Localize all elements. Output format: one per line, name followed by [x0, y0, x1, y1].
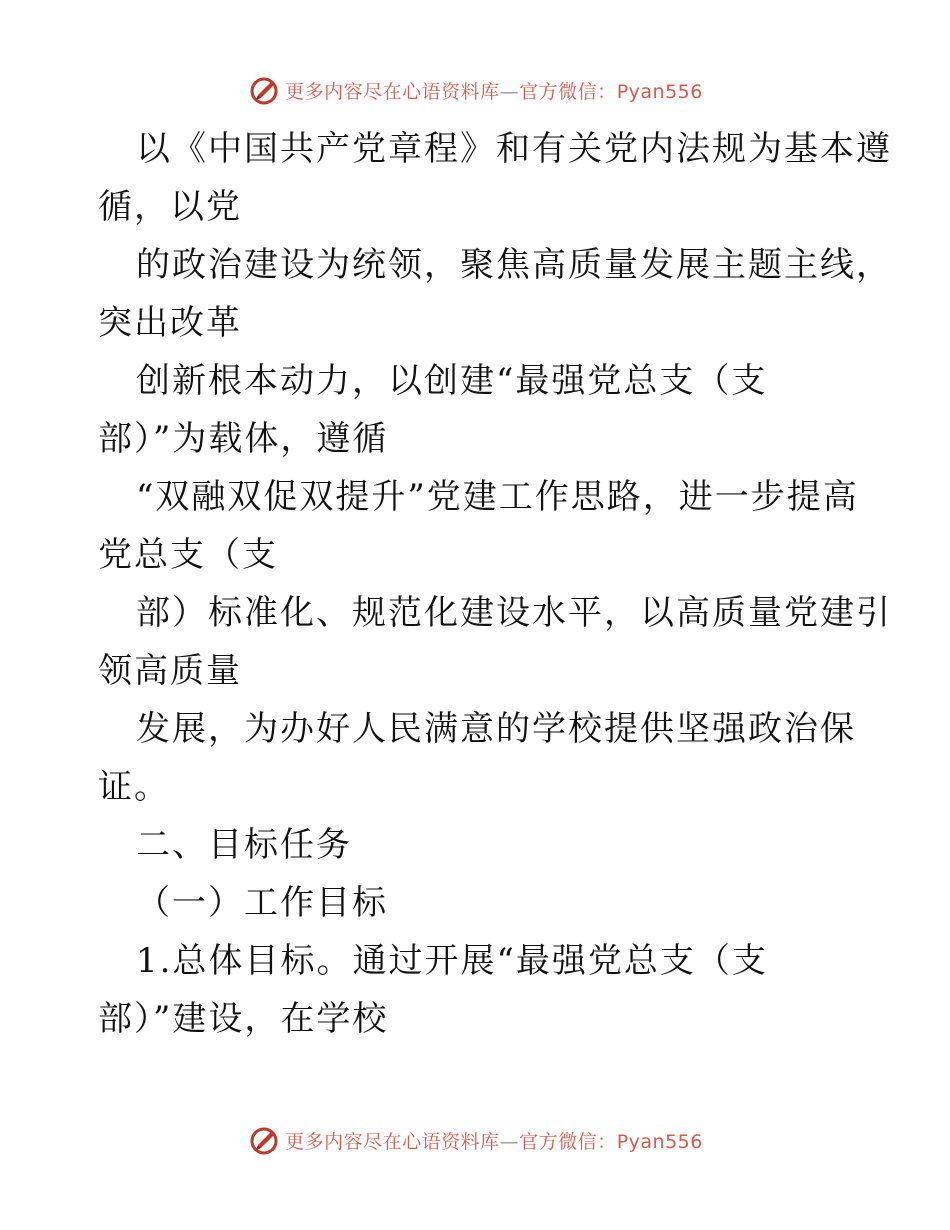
text-line-5: 创新根本动力，以创建“最强党总支（支: [136, 361, 768, 401]
watermark-dash: —: [499, 80, 520, 103]
watermark-label: 官方微信：: [519, 1130, 617, 1153]
watermark-brand: 更多内容尽在心语资料库: [285, 1130, 500, 1153]
text-line-15: 1.总体目标。通过开展“最强党总支（支: [136, 941, 768, 981]
text-line-10: 领高质量: [98, 651, 242, 691]
header-watermark: [0, 70, 950, 110]
text-line-16: 部）”建设，在学校: [98, 999, 389, 1039]
text-line-1: 以《中国共产党章程》和有关党内法规为基本遵: [136, 129, 892, 169]
pen-logo-icon: [247, 73, 281, 107]
text-line-7: “双融双促双提升”党建工作思路，进一步提高: [136, 477, 859, 517]
text-line-11: 发展，为办好人民满意的学校提供坚强政治保: [136, 709, 856, 749]
text-line-2: 循，以党: [98, 187, 242, 227]
watermark-handle: Pyan556: [616, 80, 703, 103]
text-line-6: 部）”为载体，遵循: [98, 419, 389, 459]
text-line-12: 证。: [98, 767, 170, 807]
subsection-heading: （一）工作目标: [136, 883, 388, 923]
footer-watermark: [0, 1120, 950, 1160]
watermark-text: [285, 1127, 703, 1154]
watermark-text: [285, 77, 703, 104]
watermark-brand: 更多内容尽在心语资料库: [285, 80, 500, 103]
watermark-handle: Pyan556: [616, 1130, 703, 1153]
text-line-4: 突出改革: [98, 303, 242, 343]
section-heading: 二、目标任务: [136, 825, 352, 865]
pen-logo-icon: [247, 1123, 281, 1157]
text-line-3: 的政治建设为统领，聚焦高质量发展主题主线，: [136, 245, 892, 285]
text-line-9: 部）标准化、规范化建设水平，以高质量党建引: [136, 593, 892, 633]
text-line-8: 党总支（支: [98, 535, 278, 575]
watermark-dash: —: [499, 1130, 520, 1153]
watermark-label: 官方微信：: [519, 80, 617, 103]
